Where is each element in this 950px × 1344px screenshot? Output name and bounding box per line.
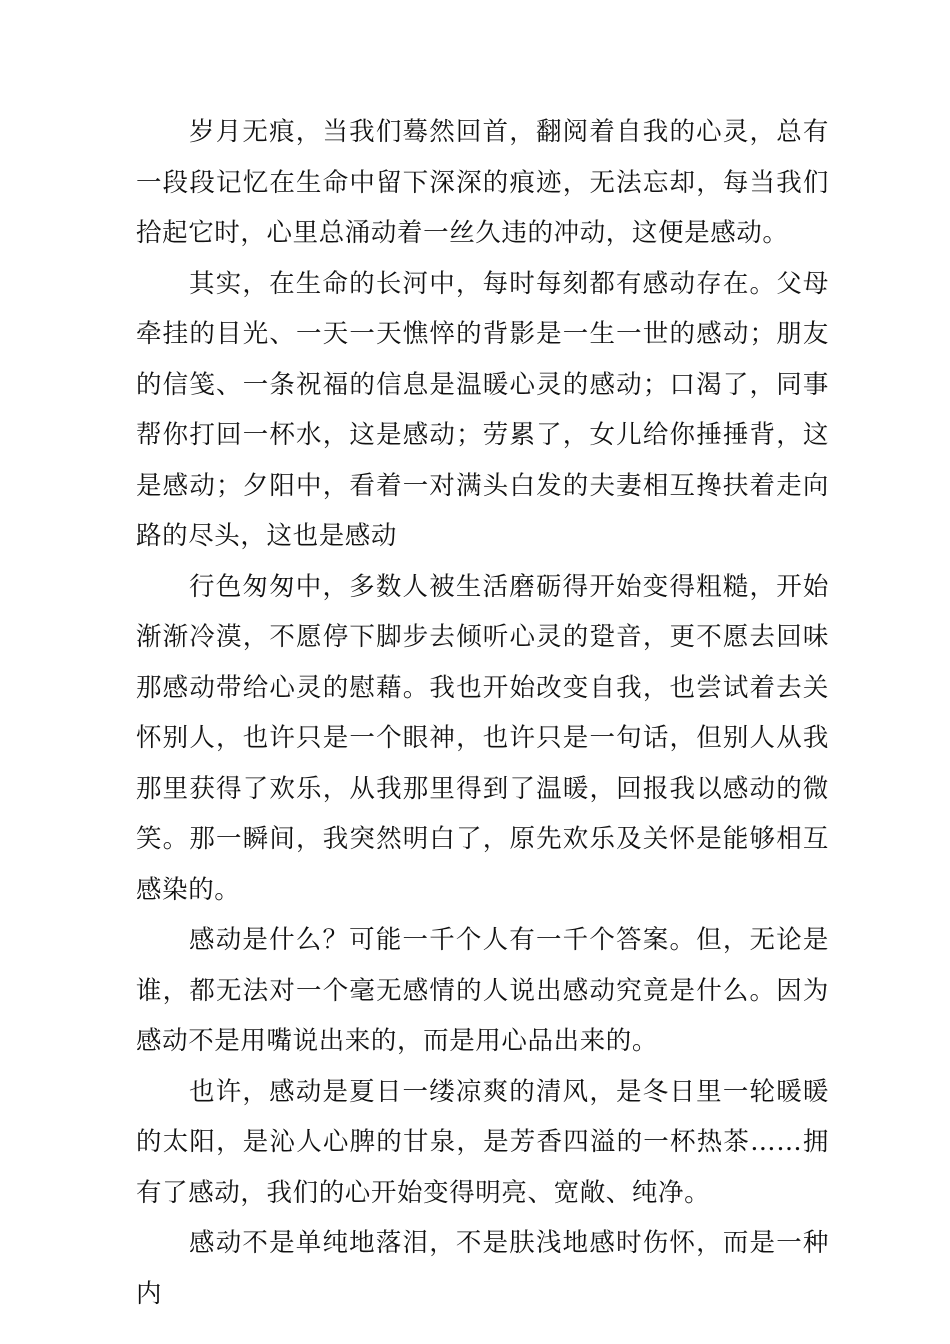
paragraph-4: 感动是什么？可能一千个人有一千个答案。但，无论是谁，都无法对一个毫无感情的人说出感动究竟是什么。因为感动不是用嘴说出来的，而是用心品出来的。	[136, 925, 829, 1056]
paragraph-5: 也许，感动是夏日一缕凉爽的清风，是冬日里一轮暖暖的太阳，是沁人心脾的甘泉，是芳香四溢的一杯热茶……拥有了感动，我们的心开始变得明亮、宽敞、纯净。	[136, 1076, 829, 1208]
paragraph-2: 其实，在生命的长河中，每时每刻都有感动存在。父母牵挂的目光、一天一天憔悴的背影是一生一世的感动；朋友的信笺、一条祝福的信息是温暖心灵的感动；口渴了，同事帮你打回一杯水，这是感动；劳累了，女儿给你捶捶背，这是感动；夕阳中，看着一对满头白发的夫妻相互搀扶着走向路的尽头，这也是感动	[136, 268, 829, 551]
paragraph-6: 感动不是单纯地落泪，不是肤浅地感时伤怀，而是一种内	[136, 1228, 829, 1309]
paragraph-3: 行色匆匆中，多数人被生活磨砺得开始变得粗糙，开始渐渐冷漠，不愿停下脚步去倾听心灵的跫音，更不愿去回味那感动带给心灵的慰藉。我也开始改变自我，也尝试着去关怀别人，也许只是一个眼神，也许只是一句话，但别人从我那里获得了欢乐，从我那里得到了温暖，回报我以感动的微笑。那一瞬间，我突然明白了，原先欢乐及关怀是能够相互感染的。	[136, 571, 829, 905]
paragraph-1: 岁月无痕，当我们蓦然回首，翻阅着自我的心灵，总有一段段记忆在生命中留下深深的痕迹，无法忘却，每当我们拾起它时，心里总涌动着一丝久违的冲动，这便是感动。	[136, 117, 829, 248]
essay-body	[136, 107, 829, 1319]
